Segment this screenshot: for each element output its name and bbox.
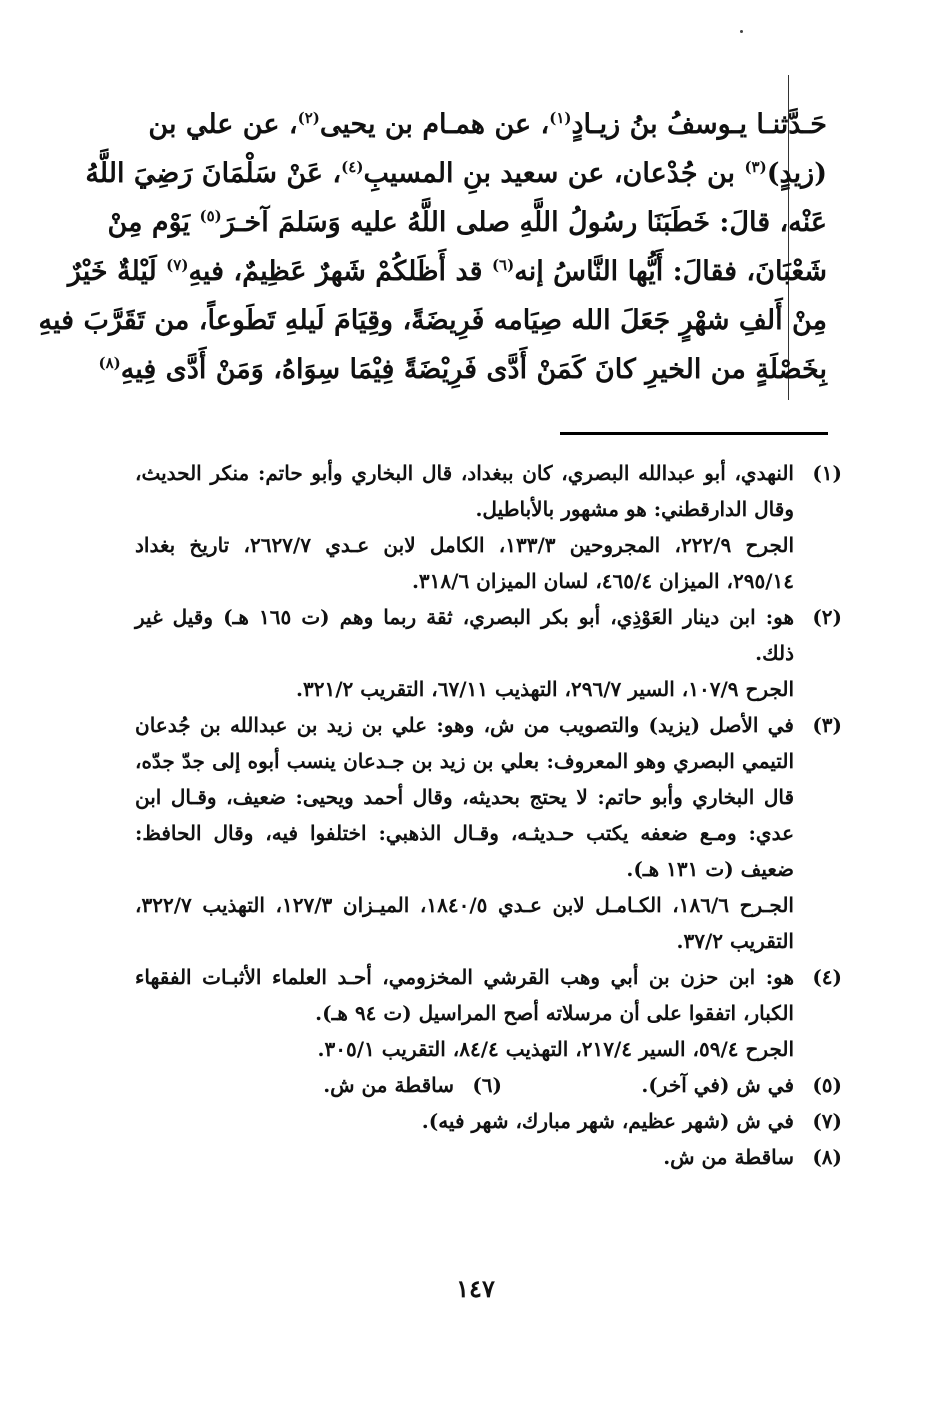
footnote-refs: الجـرح ١٨٦/٦، الكـامـل لابن عـدي ١٨٤٠/٥، الميـزان ١٢٧/٣، التهذيب ٣٢٢/٧، التقريب ٣٧/٢. bbox=[135, 893, 794, 953]
text-run: قد أَظَلكُمْ شَهرٌ عَظِيمٌ، فيهِ bbox=[188, 256, 492, 287]
footnote-refs: الجرح ١٠٧/٩، السير ٢٩٦/٧، التهذيب ٦٧/١١، التقريب ٣٢١/٢. bbox=[296, 677, 794, 701]
footnote-text: في الأصل (يزيد) والتصويب من ش، وهو: علي بن زيد بن عبدالله بن جُدعان التيمي البصري وهو المعروف: بعلي بن زيد بن جـدعان ينسب أبوه إلى جدّ جدّه، قال البخاري وأبو حاتم: لا يحتج بحديثه، وقال أحمد ويحيى: ضعيف، وقـال ابن عدي: ومـع ضعفه يكتب حـديثـه، وقـال الذهبي: اختلفوا فيه، وقال الحافظ: ضعيف (ت ١٣١ هـ). bbox=[135, 713, 794, 881]
speck bbox=[740, 30, 743, 33]
footnote-refs: الجرح ٥٩/٤، السير ٢١٧/٤، التهذيب ٨٤/٤، التقريب ٣٠٥/١. bbox=[317, 1037, 794, 1061]
footnotes bbox=[135, 455, 842, 1175]
footnote-text: ساقطة من ش. bbox=[663, 1145, 794, 1169]
footnote-number: (٦) bbox=[472, 1073, 502, 1097]
footnote-number: (٧) bbox=[812, 1109, 842, 1133]
text-run: بن جُدْعان، عن سعيد بنِ المسيبِ bbox=[363, 158, 745, 189]
footnote-ref: (٨) bbox=[98, 354, 121, 372]
footnote-body bbox=[135, 959, 794, 1067]
footnote-body bbox=[135, 707, 794, 959]
text-run: يَوْم مِنْ bbox=[107, 207, 200, 238]
text-line bbox=[38, 296, 827, 345]
footnote-number: (٥) bbox=[812, 1073, 842, 1097]
footnote bbox=[502, 1067, 842, 1103]
footnote bbox=[162, 1067, 502, 1103]
text-line bbox=[107, 198, 827, 247]
footnote-body bbox=[135, 599, 794, 707]
footnote-ref: (٢) bbox=[297, 109, 320, 127]
footnote-number: (٨) bbox=[812, 1145, 842, 1169]
footnote-text: النهدي، أبو عبدالله البصري، كان ببغداد، قال البخاري وأبو حاتم: منكر الحديث، وقال الدارقطني: هو مشهور بالأباطيل. bbox=[135, 461, 794, 521]
footnote-refs: الجرح ٢٢٢/٩، المجروحين ١٣٣/٣، الكامل لابن عـدي ٢٦٢٧/٧، تاريخ بغداد ٢٩٥/١٤، الميزان ٤٦٥/٤، لسان الميزان ٣١٨/٦. bbox=[135, 533, 794, 593]
footnote-text: في ش (في آخر). bbox=[641, 1073, 794, 1097]
footnote bbox=[135, 707, 842, 959]
footnote bbox=[135, 455, 842, 599]
footnote-text: ساقطة من ش. bbox=[323, 1073, 454, 1097]
footnote bbox=[135, 1139, 842, 1175]
text-run: عَنْه، قالَ: خَطَبَنَا رسُولُ اللَّهِ صلى اللَّهُ عليه وَسَلمَ آخـرَ bbox=[221, 207, 827, 238]
footnote-ref: (٧) bbox=[166, 256, 189, 274]
text-run: (زيدٍ) bbox=[766, 158, 827, 189]
footnote bbox=[135, 959, 842, 1067]
text-line bbox=[115, 100, 827, 149]
footnote bbox=[135, 1103, 842, 1139]
text-run: بِخَصْلَةٍ من الخيرِ كانَ كَمَنْ أَدَّى فَرِيْضَةً فِيْمَا سِوَاهُ، وَمَنْ أَدَّى فِيهِ bbox=[120, 354, 827, 385]
text-line bbox=[67, 247, 827, 296]
footnote-text: هو: ابن دينار العَوْذِي، أبو بكر البصري، ثقة ربما وهم (ت ١٦٥ هـ) وقيل غير ذلك. bbox=[135, 605, 794, 665]
footnote-number: (٤) bbox=[812, 965, 842, 989]
text-run: ، عن علي بن bbox=[148, 109, 298, 140]
text-run: حَـدَّثنـا يـوسفُ بنُ زيـادٍ bbox=[571, 109, 827, 140]
footnote-number: (٣) bbox=[812, 713, 842, 737]
footnote-number: (١) bbox=[812, 461, 842, 485]
page-number: ١٤٧ bbox=[456, 1274, 495, 1303]
footnote-pair bbox=[135, 1067, 842, 1103]
footnote-separator bbox=[560, 432, 828, 435]
footnote-ref: (١) bbox=[549, 109, 572, 127]
footnote-ref: (٣) bbox=[744, 158, 767, 176]
footnote-ref: (٦) bbox=[491, 256, 515, 274]
text-run: شَعْبَانَ، فقالَ: أَيُّها النَّاسُ إنه bbox=[514, 256, 827, 287]
footnote-number: (٢) bbox=[812, 605, 842, 629]
footnote-text: هو: ابن حزن بن أبي وهب القرشي المخزومي، أحـد العلماء الأثبـات الفقهاء الكبار، اتفقوا على أن مرسلاته أصح المراسيل (ت ٩٤ هـ). bbox=[135, 965, 794, 1025]
text-run: لَيْلةٌ خَيْرٌ bbox=[67, 256, 167, 287]
text-run: ، عن همـام بن يحيى bbox=[319, 109, 550, 140]
footnote-ref: (٥) bbox=[199, 207, 222, 225]
text-line bbox=[98, 345, 827, 394]
footnote-ref: (٤) bbox=[341, 158, 364, 176]
footnote-body bbox=[135, 455, 794, 599]
footnote bbox=[135, 599, 842, 707]
footnote-text: في ش (شهر عظيم، شهر مبارك، شهر فيه). bbox=[421, 1109, 794, 1133]
text-line bbox=[85, 149, 827, 198]
hadith-text bbox=[38, 100, 827, 394]
text-run: مِنْ أَلفِ شهْرٍ جَعَلَ الله صِيَامه فَرِيضَةً، وقِيَامَ لَيلهِ تَطَوعاً، من تَقَرَّبَ فيهِ bbox=[38, 305, 827, 336]
text-run: ، عَنْ سَلْمَانَ رَضِيَ اللَّهُ bbox=[85, 158, 342, 189]
